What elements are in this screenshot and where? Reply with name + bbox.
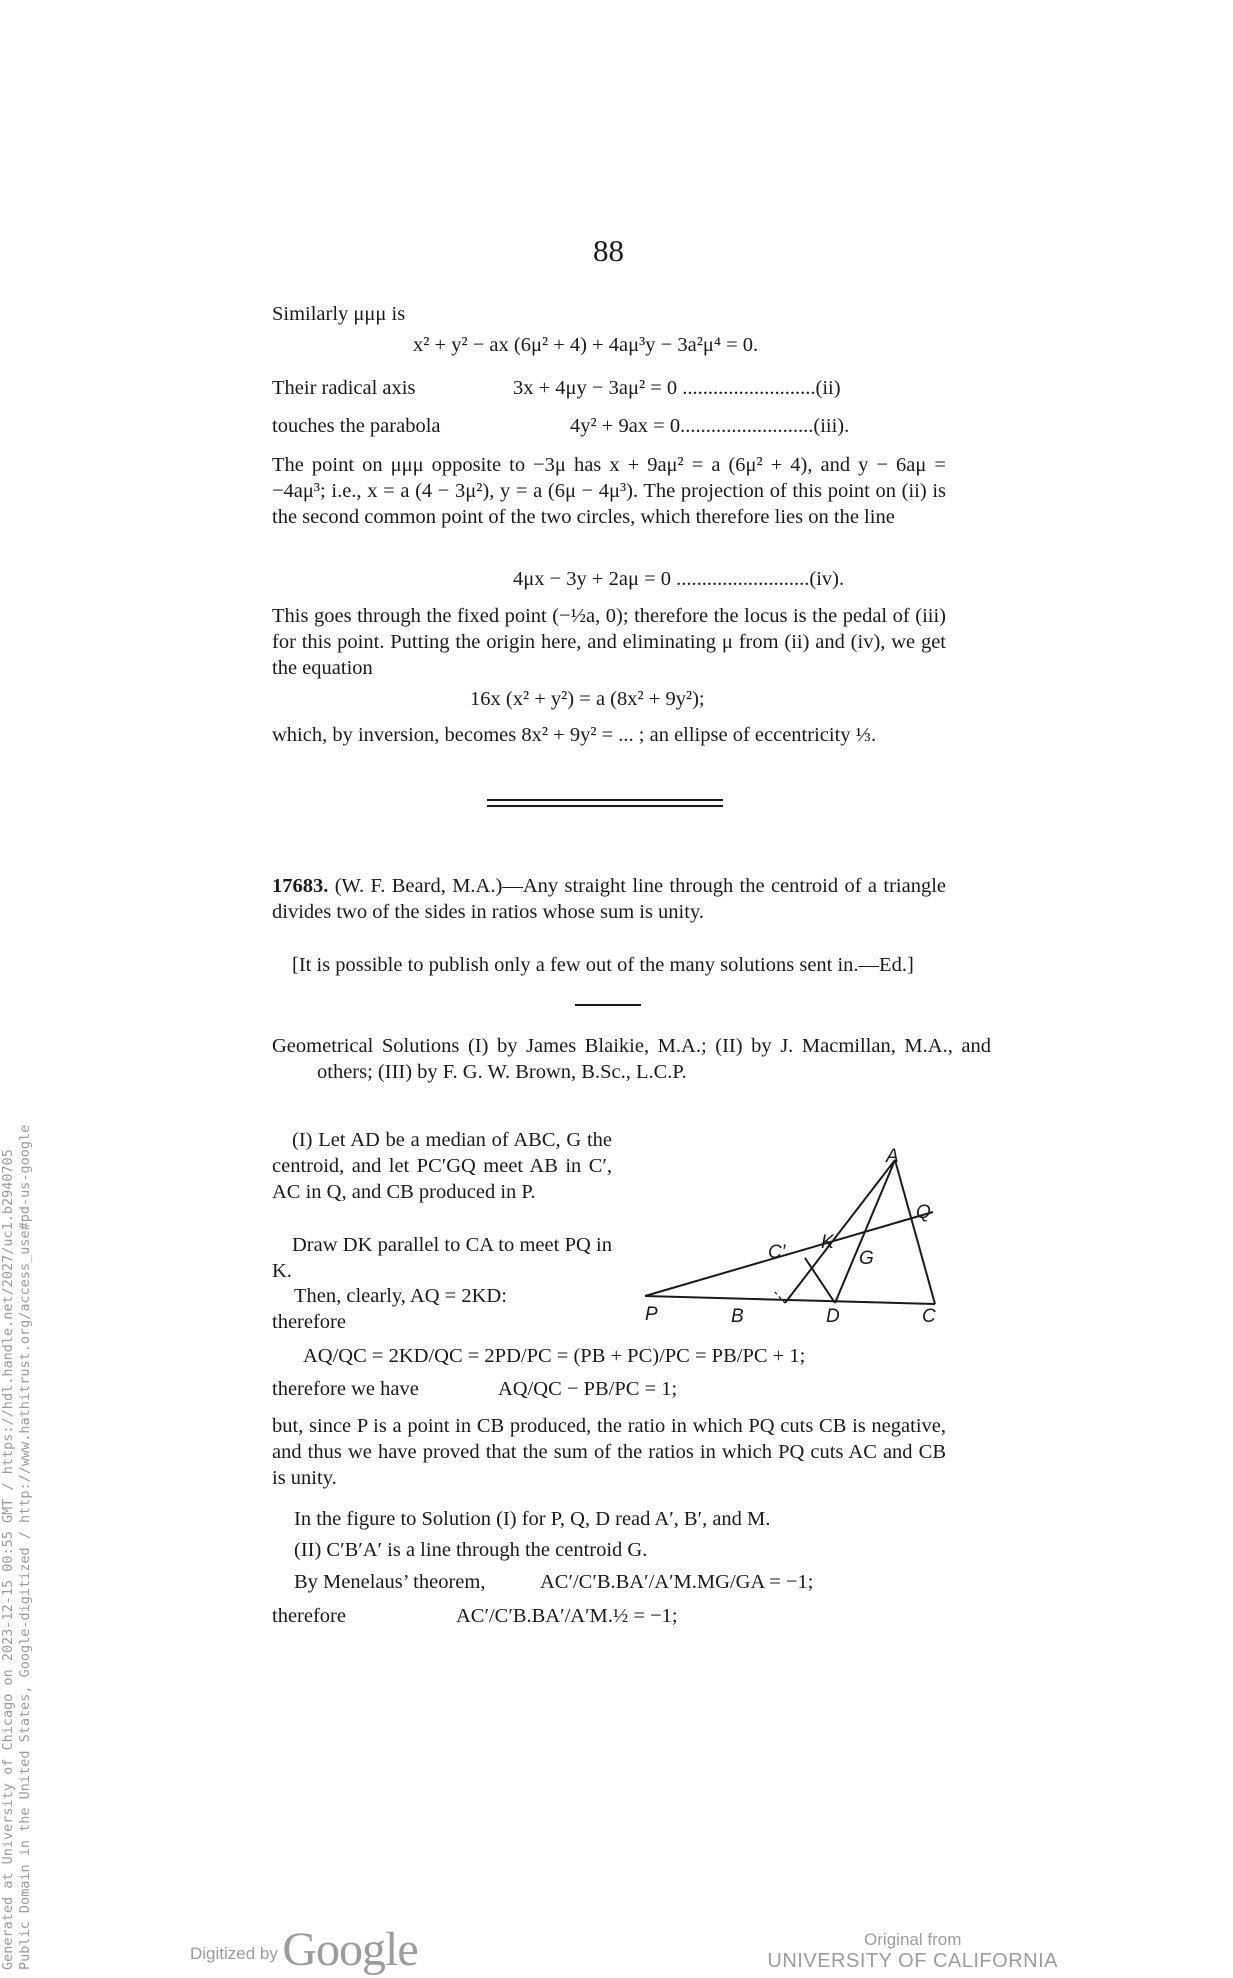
side-ab: [785, 1160, 895, 1303]
solution-two-intro: (II) C′B′A′ is a line through the centroid G.: [294, 1539, 648, 1561]
section-divider-top: [487, 799, 723, 801]
page-number: 88: [593, 233, 624, 268]
problem-statement: [272, 873, 946, 925]
therefore-word: therefore: [272, 1311, 346, 1333]
label-a: A: [886, 1148, 899, 1167]
solution-one-claim: Then, clearly, AQ = 2KD:: [294, 1285, 507, 1307]
therefore-we-have: therefore we have: [272, 1378, 419, 1400]
original-from: [767, 1930, 1058, 1973]
label-g: G: [859, 1248, 874, 1269]
side-ac: [895, 1160, 935, 1304]
line-dk: [805, 1258, 835, 1303]
menelaus-result: AC′/C′B.BA′/A′M.½ = −1;: [456, 1605, 678, 1627]
label-c-prime: C′: [768, 1242, 786, 1263]
median-ad: [835, 1160, 895, 1303]
paragraph-point-projection: The point on μμμ opposite to −3μ has x + 9aμ² = a (6μ² + 4), and y − 6aμ = −4aμ³; i.e., x = a (4 − 3μ²), y = a (6μ − 4μ³). The projection of this point on (ii) is the second common point of the two circles, which therefore lies on the line: [272, 454, 946, 528]
label-k: K: [821, 1232, 834, 1253]
short-divider: [575, 1004, 641, 1006]
digitized-by-google: [190, 1922, 418, 1977]
hathitrust-watermark: [0, 1125, 34, 1978]
line-pq: [645, 1212, 933, 1296]
paragraph-figure-note: In the figure to Solution (I) for P, Q, D read A′, B′, and M.: [294, 1508, 771, 1530]
paragraph-fixed-point: This goes through the fixed point (−½a, 0); therefore the locus is the pedal of (iii) for this point. Putting the origin here, and eliminating μ from (ii) and (iv), we get the equation: [272, 605, 946, 679]
solutions-heading: Geometrical Solutions (I) by James Blaikie, M.A.; (II) by J. Macmillan, M.A., and others; (III) by F. G. W. Brown, B.Sc., L.C.P.: [272, 1035, 991, 1083]
section-divider-bottom: [487, 805, 723, 807]
label-q: Q: [916, 1202, 931, 1223]
label-c: C: [922, 1306, 936, 1327]
similarly-line: Similarly μμμ is: [272, 303, 406, 325]
problem-number: 17683.: [272, 875, 329, 897]
watermark-line-2: Public Domain in the United States, Google-digitized / http://www.hathitrust.org/access_use#pd-us-google: [17, 1124, 33, 1970]
solution-one-construction: Draw DK parallel to CA to meet PQ in K.: [272, 1234, 612, 1282]
digitized-by-label: Digitized by: [190, 1944, 278, 1963]
parabola-equation: 4y² + 9ax = 0..........................(iii).: [570, 415, 850, 437]
original-from-label: Original from: [864, 1930, 962, 1949]
ratio-sum-equation: AQ/QC − PB/PC = 1;: [498, 1378, 678, 1400]
problem-author: (W. F. Beard, M.A.): [334, 875, 503, 897]
solution-one-intro: (I) Let AD be a median of ABC, G the centroid, and let PC′GQ meet AB in C′, AC in Q, and CB produced in P.: [272, 1129, 612, 1203]
university-label: UNIVERSITY OF CALIFORNIA: [767, 1950, 1058, 1972]
label-b: B: [731, 1306, 744, 1327]
label-p: P: [645, 1304, 658, 1325]
equation-locus: 16x (x² + y²) = a (8x² + 9y²);: [470, 688, 705, 710]
menelaus-equation: AC′/C′B.BA′/A′M.MG/GA = −1;: [540, 1571, 814, 1593]
google-logo: Google: [282, 1923, 418, 1976]
ratio-equation: AQ/QC = 2KD/QC = 2PD/PC = (PB + PC)/PC = PB/PC + 1;: [303, 1345, 806, 1367]
editor-note: [It is possible to publish only a few out of the many solutions sent in.—Ed.]: [292, 954, 914, 976]
triangle-figure: [630, 1148, 950, 1338]
radical-axis-equation: 3x + 4μy − 3aμ² = 0 ..........................(ii): [513, 377, 841, 399]
touches-label: touches the parabola: [272, 415, 441, 437]
therefore-word-2: therefore: [272, 1605, 346, 1627]
menelaus-label: By Menelaus’ theorem,: [294, 1571, 486, 1593]
radical-axis-label: Their radical axis: [272, 377, 416, 399]
produced-segment: [773, 1290, 785, 1303]
problem-text: —Any straight line through the centroid of a triangle divides two of the sides in ratios whose sum is unity.: [272, 875, 946, 923]
equation-iv: 4μx − 3y + 2aμ = 0 ..........................(iv).: [513, 568, 845, 590]
label-d: D: [826, 1306, 840, 1327]
watermark-line-1: Generated at University of Chicago on 2023-12-15 00:55 GMT / https://hdl.handle.net/2027/uc1.b2940705: [0, 1149, 16, 1970]
paragraph-conclusion: but, since P is a point in CB produced, the ratio in which PQ cuts CB is negative, and thus we have proved that the sum of the ratios in which PQ cuts AC and CB is unity.: [272, 1415, 946, 1489]
paragraph-inversion: which, by inversion, becomes 8x² + 9y² = ... ; an ellipse of eccentricity ⅓.: [272, 724, 877, 746]
equation-circle: x² + y² − ax (6μ² + 4) + 4aμ³y − 3a²μ⁴ = 0.: [413, 334, 759, 356]
